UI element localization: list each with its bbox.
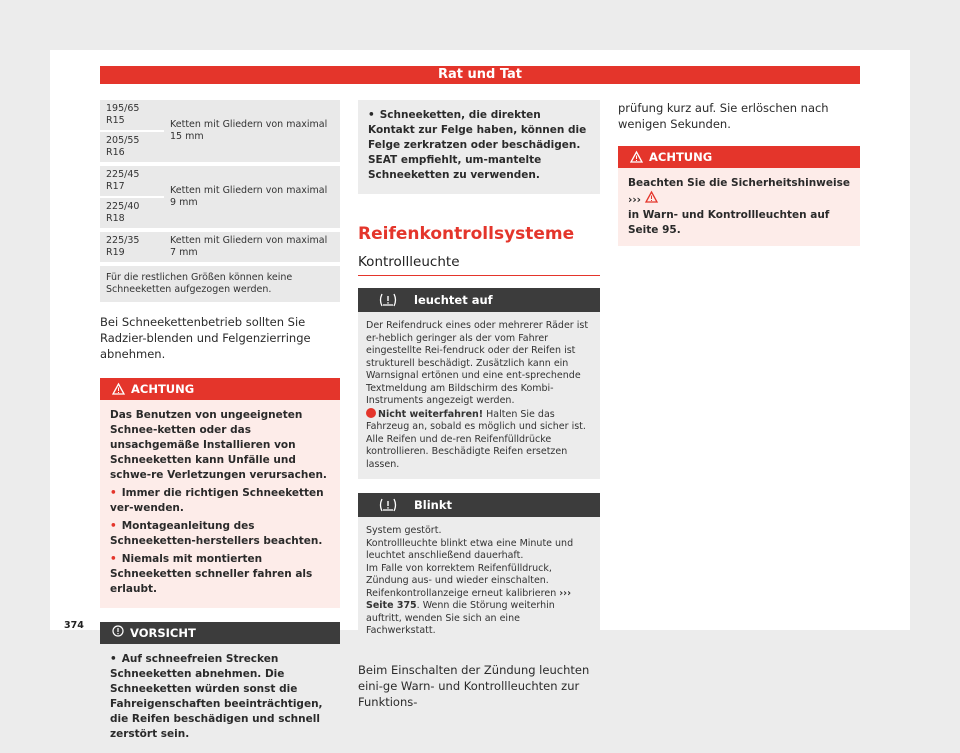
caution-body — [100, 644, 340, 753]
warning-header — [618, 146, 860, 168]
chain-rule: Ketten mit Gliedern von maximal 9 mm — [164, 166, 340, 228]
lamp-status-label: leuchtet auf — [414, 293, 493, 307]
tire-pressure-icon — [368, 293, 408, 307]
table-row — [100, 166, 340, 197]
caution-bullet: • Auf schneefreien Strecken Schneeketten abnehmen. Die Schneeketten würden sonst die Fahreigenschaften beeinträchtigen, die Reifen beschädigen und schnell zerstört sein. — [110, 652, 330, 742]
page-header: Rat und Tat — [100, 66, 860, 84]
chain-rule: Ketten mit Gliedern von maximal 15 mm — [164, 100, 340, 162]
column-1 — [100, 100, 340, 753]
caution-bullet: • Schneeketten, die direkten Kontakt zur Felge haben, können die Felge zerkratzen oder beschädigen. SEAT empfiehlt, um-mantelte Schneeketten zu verwenden. — [368, 108, 590, 183]
table-row — [100, 266, 340, 302]
page-number: 374 — [64, 620, 84, 631]
warning-bullet: • Niemals mit montierten Schneeketten schneller fahren als erlaubt. — [110, 552, 330, 597]
caution-box — [100, 622, 340, 753]
warning-title: ACHTUNG — [649, 150, 713, 164]
lamp-line: System gestört. — [366, 525, 442, 536]
stop-warning: Nicht weiterfahren! — [378, 408, 484, 420]
warning-triangle-icon — [645, 191, 658, 203]
lamp-status-text — [358, 312, 600, 479]
caution-header — [100, 622, 340, 644]
warning-body — [100, 400, 340, 608]
warning-triangle-icon — [112, 383, 125, 395]
body-paragraph: Beim Einschalten der Zündung leuchten eini-ge Warn- und Kontrollleuchten zur Funktions- — [358, 662, 590, 709]
warning-box — [618, 146, 860, 246]
chain-rule: Ketten mit Gliedern von maximal 7 mm — [164, 232, 340, 262]
section-title: Reifenkontrollsysteme — [358, 224, 575, 244]
stop-icon — [366, 408, 376, 418]
caution-body-continued — [358, 100, 600, 194]
tire-size: 205/55 R16 — [100, 131, 164, 162]
column-3 — [618, 100, 860, 246]
warning-text: in Warn- und Kontrollleuchten auf Seite 95. — [628, 209, 830, 236]
warning-title: ACHTUNG — [131, 382, 195, 396]
lamp-status-header — [358, 493, 600, 517]
warning-body — [618, 168, 860, 246]
lamp-line: Im Falle von korrektem Reifenfülldruck, Zündung aus- und wieder einschalten. Reifenkontrollanzeige erneut kalibrieren — [366, 562, 560, 599]
table-row — [100, 232, 340, 262]
warning-bullet: • Immer die richtigen Schneeketten ver-wenden. — [110, 486, 330, 516]
tire-size: 195/65 R15 — [100, 100, 164, 131]
lamp-status-text — [358, 517, 600, 646]
lamp-line: Kontrollleuchte blinkt etwa eine Minute und leuchtet anschließend dauerhaft. — [366, 537, 574, 561]
body-paragraph: Bei Schneekettenbetrieb sollten Sie Radzier-blenden und Felgenzierringe abnehmen. — [100, 315, 311, 361]
warning-header — [100, 378, 340, 400]
tire-size: 225/40 R18 — [100, 197, 164, 228]
warning-bullet: • Montageanleitung des Schneeketten-herstellers beachten. — [110, 519, 330, 549]
lamp-status-label: Blinkt — [414, 498, 452, 512]
caution-title: VORSICHT — [130, 626, 196, 640]
warning-triangle-icon — [630, 151, 643, 163]
tire-size: 225/35 R19 — [100, 232, 164, 262]
warning-intro: Das Benutzen von ungeeigneten Schnee-ketten oder das unsachgemäße Installieren von Schneeketten kann Unfälle und schwe-re Verletzungen verursachen. — [110, 409, 327, 481]
body-paragraph: prüfung kurz auf. Sie erlöschen nach wenigen Sekunden. — [618, 101, 829, 131]
page-reference-link[interactable]: ››› Seite 375 — [366, 587, 571, 611]
snow-chain-table — [100, 100, 340, 302]
lamp-description: Der Reifendruck eines oder mehrerer Räder ist er-heblich geringer als der vom Fahrer eingestellte Rei-fendruck oder der Reifen ist strukturell beschädigt. Zusätzlich kann ein Warnsignal ertönen und eine ent-sprechende Textmeldung am Bildschirm des Kombi-Instruments angezeigt werden. — [366, 320, 589, 406]
info-circle-icon — [112, 622, 124, 644]
table-note: Für die restlichen Größen können keine Schneeketten aufgezogen werden. — [100, 266, 340, 302]
lamp-status-header — [358, 288, 600, 312]
tire-size: 225/45 R17 — [100, 166, 164, 197]
section-subtitle: Kontrollleuchte — [358, 254, 600, 276]
table-row — [100, 100, 340, 131]
warning-text: Beachten Sie die Sicherheitshinweise ››› — [628, 177, 850, 206]
column-2 — [358, 100, 600, 710]
warning-box — [100, 378, 340, 608]
tire-pressure-icon — [368, 498, 408, 512]
lamp-line: . Wenn die Störung weiterhin auftritt, wenden Sie sich an eine Fachwerkstatt. — [366, 600, 555, 636]
stop-instruction: Halten Sie das Fahrzeug an, sobald es möglich und sicher ist. Alle Reifen und de-ren Reifenfülldrücke kontrollieren. Beschädigte Reifen ersetzen lassen. — [366, 408, 586, 470]
